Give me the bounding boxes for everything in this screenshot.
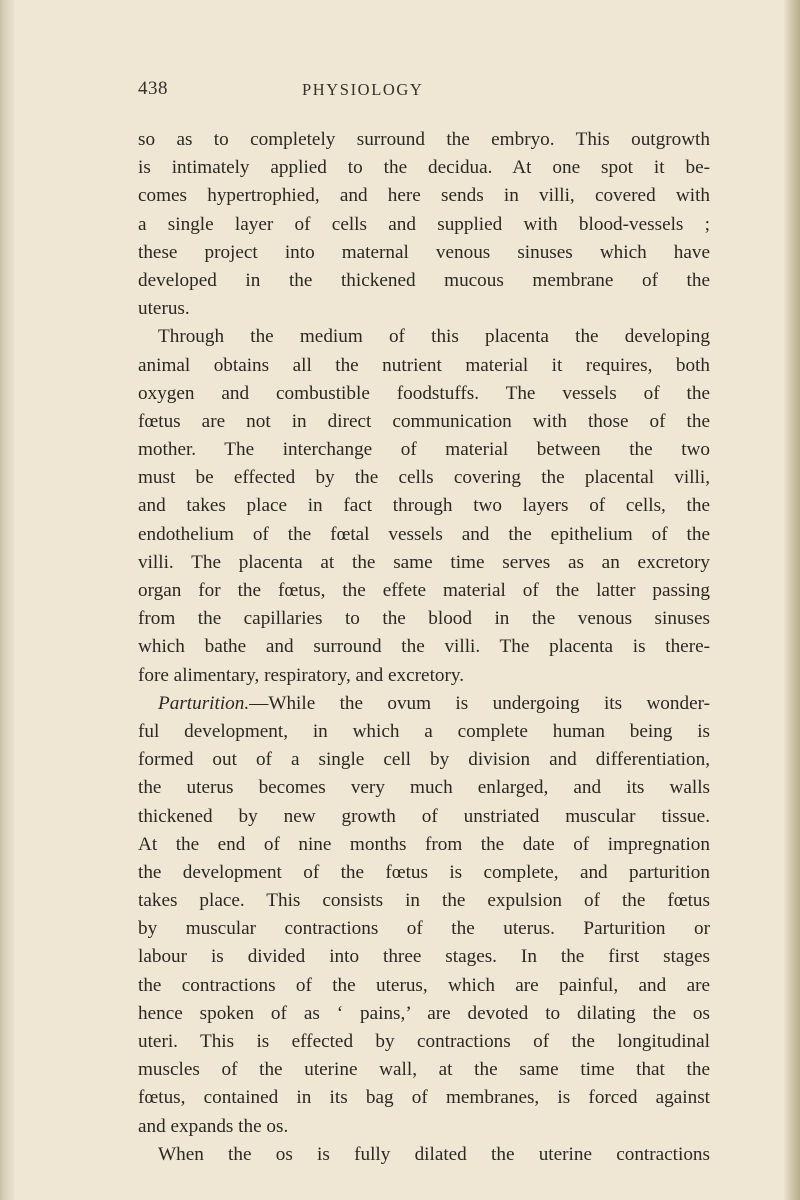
text-line: a single layer of cells and supplied with blood-vessels ; <box>138 213 710 235</box>
text-line: must be effected by the cells covering the placental villi, <box>138 467 710 489</box>
text-line: organ for the fœtus, the effete material of the latter passing <box>138 580 710 601</box>
text-line: When the os is fully dilated the uterine contractions <box>158 1143 710 1165</box>
text-line: and takes place in fact through two layers of cells, the <box>138 495 710 517</box>
text-line: fœtus, contained in its bag of membranes, is forced against <box>138 1087 710 1109</box>
text-line: these project into maternal venous sinuses which have <box>138 241 710 263</box>
text-line: thickened by new growth of unstriated muscular tissue. <box>138 805 710 827</box>
text-line: the uterus becomes very much enlarged, and its walls <box>138 777 710 799</box>
text-line: labour is divided into three stages. In the first stages <box>138 946 710 968</box>
text-line: At the end of nine months from the date of impregnation <box>138 833 710 855</box>
text-line: the development of the fœtus is complete, and parturition <box>138 861 710 883</box>
text-line: endothelium of the fœtal vessels and the epithelium of the <box>138 523 710 545</box>
text-line: oxygen and combustible foodstuffs. The vessels of the <box>138 382 710 404</box>
page-number: 438 <box>138 78 168 99</box>
text-line: Through the medium of this placenta the developing <box>158 326 710 348</box>
text-line: uteri. This is effected by contractions of the longitudinal <box>138 1031 710 1052</box>
text-line: hence spoken of as ‘ pains,’ are devoted to dilating the os <box>138 1002 710 1024</box>
text-line: villi. The placenta at the same time serves as an excretory <box>138 551 710 573</box>
text-line: animal obtains all the nutrient material it requires, both <box>138 354 710 376</box>
text-line: from the capillaries to the blood in the venous sinuses <box>138 608 710 630</box>
text-line: so as to completely surround the embryo. This outgrowth <box>138 129 710 150</box>
text-line: ful development, in which a complete human being is <box>138 720 710 742</box>
text-line: the contractions of the uterus, which are painful, and are <box>138 974 710 996</box>
section-heading-italic: Parturition. <box>158 692 250 714</box>
text-line: is intimately applied to the decidua. At one spot it be- <box>138 157 710 179</box>
text-line: fœtus are not in direct communication with those of the <box>138 410 710 432</box>
text-line: mother. The interchange of material between the two <box>138 439 710 461</box>
text-line: uterus. <box>138 298 190 320</box>
text-line: which bathe and surround the villi. The placenta is there- <box>138 636 710 658</box>
text-line <box>138 690 710 718</box>
text-line: takes place. This consists in the expulsion of the fœtus <box>138 890 710 912</box>
page-header <box>0 74 800 110</box>
text-line: and expands the os. <box>138 1115 289 1137</box>
text-line: by muscular contractions of the uterus. Parturition or <box>138 918 710 940</box>
text-line: formed out of a single cell by division and differentiation, <box>138 749 710 771</box>
text-line: fore alimentary, respiratory, and excretory. <box>138 664 465 686</box>
text-line: developed in the thickened mucous membrane of the <box>138 269 710 291</box>
text-line: muscles of the uterine wall, at the same time that the <box>138 1059 710 1081</box>
body-text <box>138 126 710 1169</box>
text-line-continuation: —While the ovum is undergoing its wonder- <box>249 692 710 714</box>
text-line: comes hypertrophied, and here sends in villi, covered with <box>138 185 710 207</box>
running-head: PHYSIOLOGY <box>302 80 424 99</box>
